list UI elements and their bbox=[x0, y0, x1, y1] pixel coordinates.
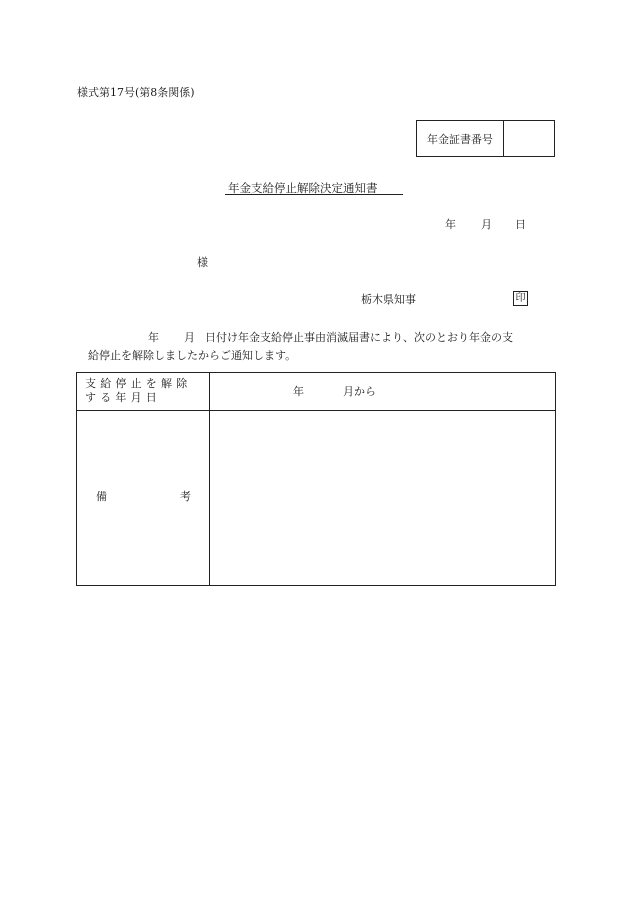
date-day: 日 bbox=[515, 218, 526, 231]
addressee-honorific: 様 bbox=[197, 256, 208, 269]
issuer-name: 栃木県知事 bbox=[361, 293, 416, 306]
body-year: 年 bbox=[148, 331, 159, 344]
document-title: 年金支給停止解除決定通知書 bbox=[228, 181, 378, 195]
form-number: 様式第17号(第8条関係) bbox=[77, 86, 195, 99]
pension-certificate-value[interactable] bbox=[504, 121, 554, 156]
remarks-label-right: 考 bbox=[180, 490, 191, 503]
table-column-divider bbox=[209, 373, 210, 585]
pension-certificate-label: 年金証書番号 bbox=[417, 121, 504, 156]
table-row-divider bbox=[77, 410, 555, 411]
date-month: 月 bbox=[481, 218, 492, 231]
suspension-release-date-label-line1: 支給停止を解除 bbox=[85, 377, 192, 390]
remarks-label-left: 備 bbox=[96, 490, 107, 503]
body-text-rest: 日付け年金支給停止事由消滅届書により、次のとおり年金の支 bbox=[205, 331, 513, 344]
seal-mark: 印 bbox=[513, 291, 528, 306]
pension-certificate-box bbox=[416, 120, 555, 157]
details-table bbox=[76, 372, 556, 586]
release-date-year: 年 bbox=[293, 385, 304, 398]
date-year: 年 bbox=[445, 218, 456, 231]
body-paragraph-line2: 給停止を解除しましたからご通知します。 bbox=[88, 349, 297, 362]
title-underline bbox=[225, 194, 403, 195]
release-date-month-from: 月から bbox=[343, 385, 376, 398]
body-month: 月 bbox=[184, 331, 195, 344]
suspension-release-date-label-line2: する年月日 bbox=[85, 391, 161, 404]
